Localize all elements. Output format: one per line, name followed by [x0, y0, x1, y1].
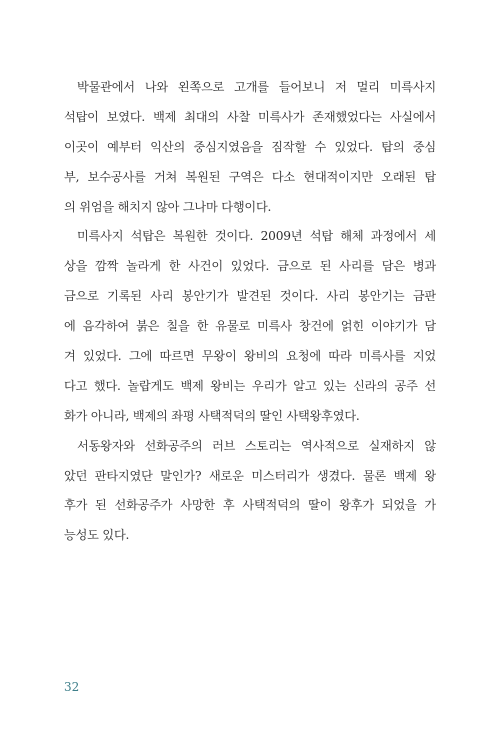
paragraph-2	[64, 222, 436, 431]
text-line: 부, 보수공사를 거쳐 복원된 구역은 다소 현대적이지만 오래된 탑	[64, 169, 436, 184]
paragraph-3	[64, 432, 436, 552]
text-line: 박물관에서 나와 왼쪽으로 고개를 들어보니 저 멀리 미륵사지	[77, 80, 436, 94]
text-line: 다고 했다. 놀랍게도 백제 왕비는 우리가 알고 있는 신라의 공주 선	[64, 378, 436, 393]
text-line: 에 음각하여 붉은 칠을 한 유물로 미륵사 창건에 얽힌 이야기가 담	[64, 319, 436, 334]
text-line: 겨 있었다. 그에 따르면 무왕이 왕비의 요청에 따라 미륵사를 지었	[64, 349, 436, 364]
text-line: 능성도 있다.	[64, 528, 130, 543]
page-number: 32	[64, 680, 80, 694]
text-line: 석탑이 보였다. 백제 최대의 사찰 미륵사가 존재했었다는 사실에서	[64, 109, 436, 124]
text-line: 았던 판타지였단 말인가? 새로운 미스터리가 생겼다. 물론 백제 왕	[64, 468, 436, 483]
text-line: 금으로 기록된 사리 봉안기가 발견된 것이다. 사리 봉안기는 금판	[64, 289, 436, 304]
text-line: 미륵사지 석탑은 복원한 것이다. 2009년 석탑 해체 과정에서 세	[77, 229, 436, 244]
text-line: 후가 된 선화공주가 사망한 후 사택적덕의 딸이 왕후가 되었을 가	[64, 498, 436, 513]
paragraph-1	[64, 73, 436, 222]
text-line: 화가 아니라, 백제의 좌평 사택적덕의 딸인 사택왕후였다.	[64, 408, 360, 423]
text-line: 의 위엄을 해치지 않아 그나마 다행이다.	[64, 199, 272, 214]
body-text	[64, 73, 436, 551]
text-line: 상을 깜짝 놀라게 한 사건이 있었다. 금으로 된 사리를 담은 병과	[64, 259, 436, 274]
text-line: 서동왕자와 선화공주의 러브 스토리는 역사적으로 실재하지 않	[77, 438, 436, 453]
text-line: 이곳이 예부터 익산의 중심지였음을 짐작할 수 있었다. 탑의 중심	[64, 139, 436, 154]
